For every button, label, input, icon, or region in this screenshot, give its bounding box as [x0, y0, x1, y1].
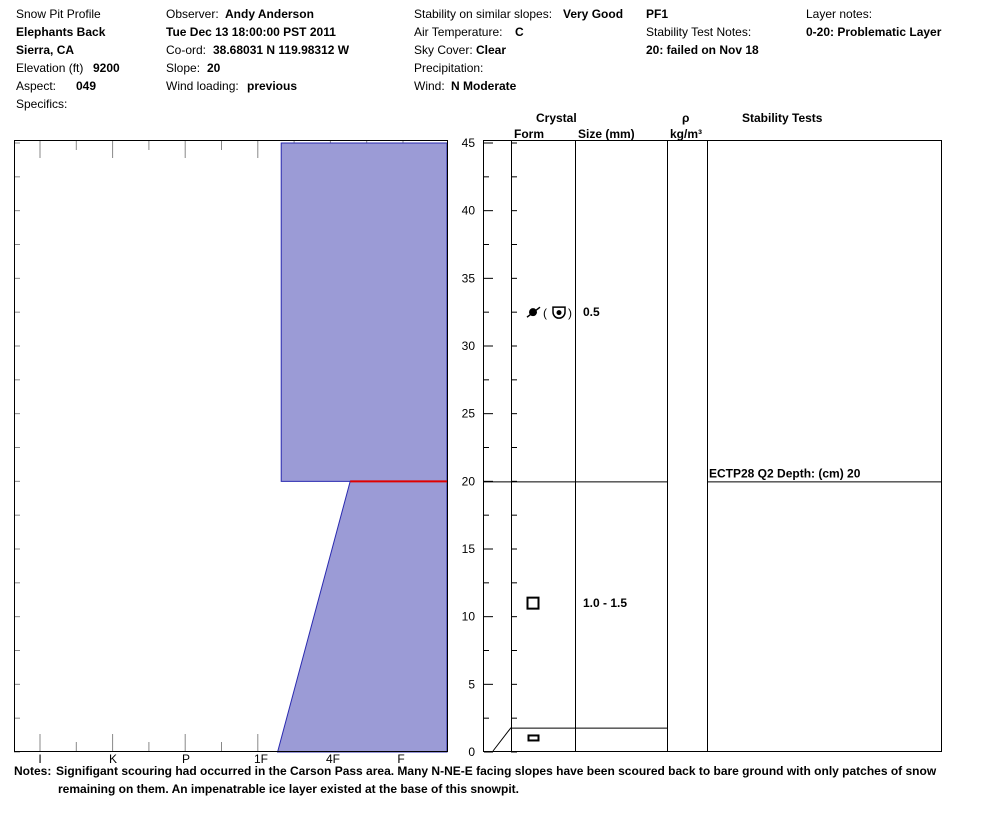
pit-id: PF1	[646, 7, 669, 21]
crystal-size-label: 0.5	[583, 305, 600, 320]
elevation-label: Elevation (ft)	[16, 61, 84, 75]
hardness-tick-label: K	[108, 752, 118, 766]
observer-label: Observer:	[166, 7, 219, 21]
depth-tick-label: 30	[461, 339, 475, 353]
air-temperature-value: C	[515, 25, 524, 39]
depth-tick-label: 0	[468, 745, 475, 759]
wind-loading-label: Wind loading:	[166, 79, 239, 93]
specifics-label: Specifics:	[16, 97, 68, 111]
layer-table-frame	[484, 141, 942, 752]
depth-tick-label: 15	[461, 542, 475, 556]
air-temperature-label: Air Temperature:	[414, 25, 503, 39]
slope-label: Slope:	[166, 61, 201, 75]
hardness-layer-upper	[281, 143, 447, 481]
stability-similar-label: Stability on similar slopes:	[414, 7, 553, 21]
stability-test-notes-label: Stability Test Notes:	[646, 25, 752, 39]
stability-similar-value: Very Good	[563, 7, 624, 21]
observation-datetime: Tue Dec 13 18:00:00 PST 2011	[166, 25, 336, 39]
density-unit-heading: kg/m³	[670, 127, 703, 141]
wind-loading-value: previous	[247, 79, 298, 93]
depth-axis	[462, 136, 476, 759]
region-name: Sierra, CA	[16, 43, 75, 57]
depth-tick-label: 20	[461, 474, 475, 489]
aspect-value: 049	[76, 79, 97, 93]
hardness-layer-lower	[278, 481, 447, 752]
stability-test-notes-value: 20: failed on Nov 18	[646, 43, 759, 57]
hardness-tick-label: I	[38, 752, 42, 766]
hardness-tick-label: P	[181, 752, 191, 766]
slope-value: 20	[207, 61, 221, 75]
faceted-square	[528, 598, 539, 609]
notes-label: Notes:	[14, 764, 52, 778]
hardness-tick-label: F	[397, 752, 405, 766]
notes-line-2: remaining on them. An impenatrable ice layer existed at the base of this snowpit.	[58, 782, 519, 796]
size-heading: Size (mm)	[578, 127, 635, 141]
grain-paren-close: )	[568, 306, 572, 321]
crystal-symbol	[529, 735, 539, 740]
crystal-symbols	[527, 305, 627, 740]
coord-label: Co-ord:	[166, 43, 207, 57]
hardness-layers	[278, 143, 447, 752]
wind-label: Wind:	[414, 79, 445, 93]
stability-tests-heading: Stability Tests	[742, 111, 823, 125]
depth-tick-label: 10	[461, 609, 475, 624]
layer-boundary-connector	[493, 728, 511, 751]
grain-paren-open: (	[543, 306, 547, 321]
crystal-size-label: 1.0 - 1.5	[583, 596, 628, 611]
cup-dot	[557, 310, 562, 315]
layer-notes-label: Layer notes:	[806, 7, 873, 21]
precipitation-label: Precipitation:	[414, 61, 484, 75]
stability-test-label: ECTP28 Q2 Depth: (cm) 20	[709, 466, 861, 481]
depth-tick-label: 40	[461, 203, 475, 218]
hardness-tick-label: 1F	[253, 752, 269, 766]
crystal-symbol	[528, 598, 539, 609]
crystal-symbol	[527, 306, 572, 320]
depth-tick-label: 25	[461, 406, 475, 421]
sky-cover-value: Clear	[476, 43, 507, 57]
density-rho-heading: ρ	[682, 111, 690, 125]
layer-table	[484, 141, 942, 753]
form-heading: Form	[514, 127, 544, 141]
aspect-label: Aspect:	[16, 79, 57, 93]
hardness-tick-label: 4F	[325, 752, 341, 766]
depth-tick-label: 45	[461, 136, 475, 150]
layer-notes-value: 0-20: Problematic Layer	[806, 25, 942, 39]
depth-tick-label: 35	[461, 271, 475, 286]
elevation-value: 9200	[93, 61, 120, 75]
coord-value: 38.68031 N 119.98312 W	[213, 43, 350, 57]
sky-cover-label: Sky Cover:	[414, 43, 473, 57]
notes-line-1: Signifigant scouring had occurred in the Carson Pass area. Many N-NE-E facing slopes have been scoured back to bare ground with only patches of snow	[56, 764, 937, 778]
crystal-heading: Crystal	[536, 111, 577, 125]
stability-test-marks	[709, 466, 861, 480]
ice-layer-rect	[529, 735, 539, 740]
depth-tick-label: 5	[468, 677, 475, 692]
pit-profile-title: Snow Pit Profile	[16, 7, 101, 21]
observer-value: Andy Anderson	[225, 7, 314, 21]
wind-value: N Moderate	[451, 79, 517, 93]
location-name: Elephants Back	[16, 25, 106, 39]
